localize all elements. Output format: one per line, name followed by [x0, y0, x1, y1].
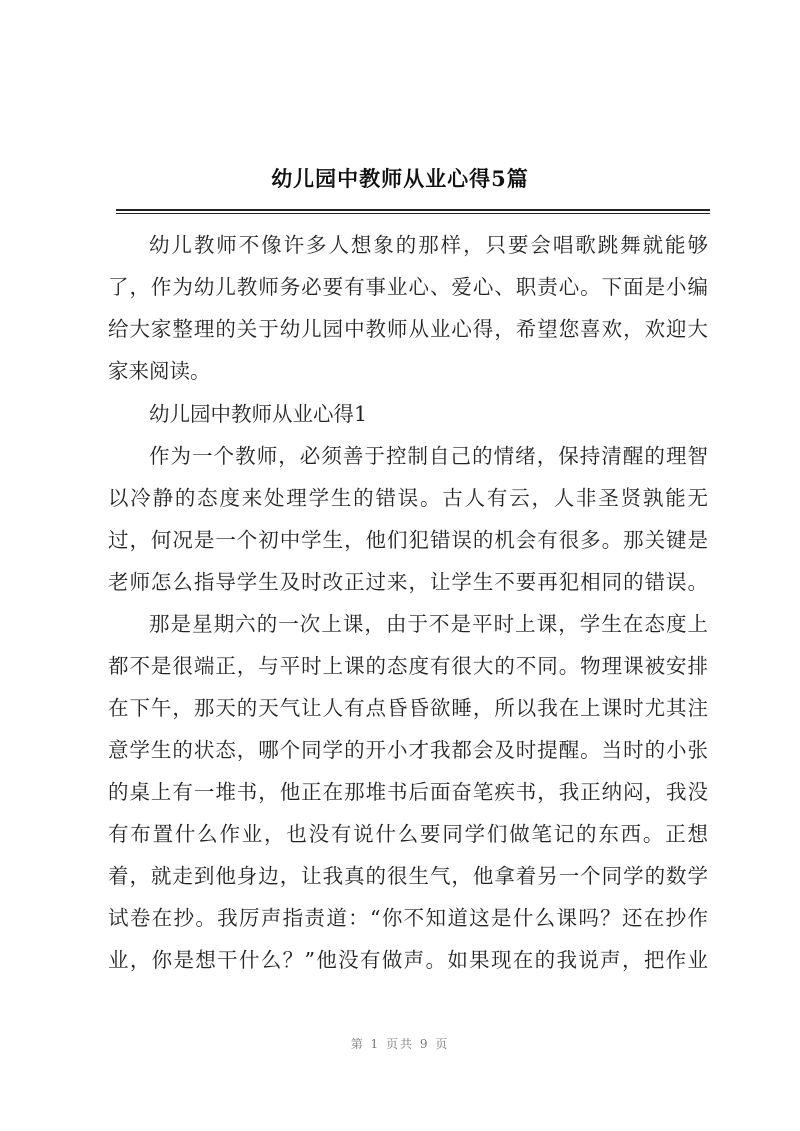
- body-line: 着，就走到他身边，让我真的很生气，他拿着另一个同学的数学: [108, 864, 708, 888]
- body-line: 那是星期六的一次上课，由于不是平时上课，学生在态度上: [149, 612, 708, 636]
- body-line: 老师怎么指导学生及时改正过来，让学生不要再犯相同的错误。: [108, 570, 708, 594]
- document-title: 幼儿园中教师从业心得5篇: [271, 166, 529, 191]
- body-line: 试卷在抄。我厉声指责道：“你不知道这是什么课吗？还在抄作: [108, 906, 708, 930]
- body-line: 意学生的状态，哪个同学的开小才我都会及时提醒。当时的小张: [108, 738, 708, 762]
- body-line: 以冷静的态度来处理学生的错误。古人有云，人非圣贤孰能无: [108, 486, 708, 510]
- section-heading: 幼儿园中教师从业心得1: [149, 402, 368, 426]
- body-line: 给大家整理的关于幼儿园中教师从业心得，希望您喜欢，欢迎大: [108, 317, 708, 341]
- body-line: 幼儿教师不像许多人想象的那样，只要会唱歌跳舞就能够: [149, 233, 708, 257]
- body-line: 在下午，那天的天气让人有点昏昏欲睡，所以我在上课时尤其注: [108, 696, 708, 720]
- body-line: 家来阅读。: [108, 359, 211, 383]
- body-line: 过，何况是一个初中学生，他们犯错误的机会有很多。那关键是: [108, 528, 708, 552]
- body-line: 了，作为幼儿教师务必要有事业心、爱心、职责心。下面是小编: [108, 275, 708, 299]
- title-rule-thin: [116, 213, 710, 214]
- body-line: 都不是很端正，与平时上课的态度有很大的不同。物理课被安排: [108, 654, 708, 678]
- body-line: 作为一个教师，必须善于控制自己的情绪，保持清醒的理智: [149, 444, 708, 468]
- body-line: 的桌上有一堆书，他正在那堆书后面奋笔疾书，我正纳闷，我没: [108, 780, 708, 804]
- body-line: 业，你是想干什么？”他没有做声。如果现在的我说声，把作业: [108, 948, 708, 972]
- body-line: 有布置什么作业，也没有说什么要同学们做笔记的东西。正想: [108, 822, 708, 846]
- page-number: 第 1 页共 9 页: [350, 1037, 450, 1051]
- title-rule-thick: [116, 209, 710, 211]
